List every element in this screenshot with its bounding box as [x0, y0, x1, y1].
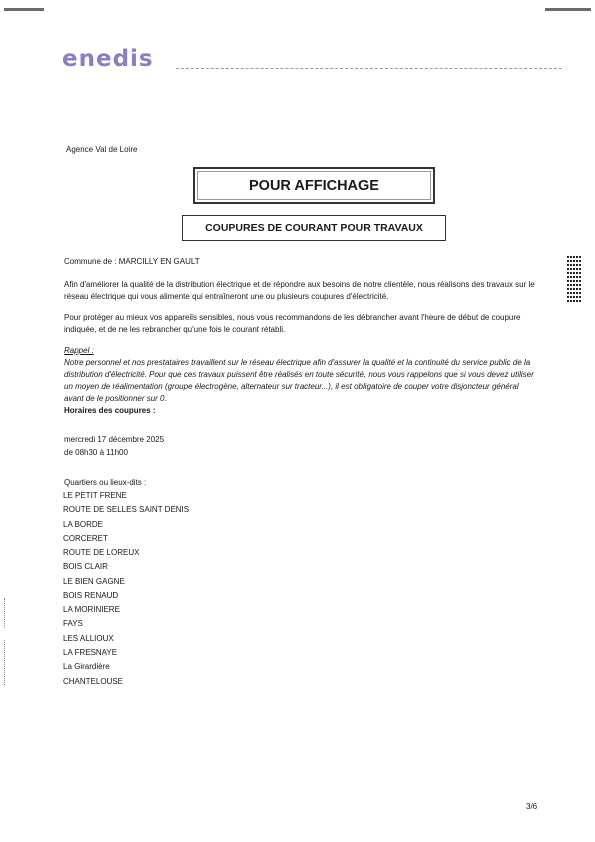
page-number: 3/6: [526, 802, 538, 811]
date-line: mercredi 17 décembre 2025: [64, 435, 165, 444]
rappel-block: [64, 345, 534, 405]
subtitle-box: [182, 215, 446, 241]
title-box: [193, 167, 435, 204]
horaires-title: Horaires des coupures :: [64, 406, 156, 415]
quartier-item: BOIS RENAUD: [63, 591, 119, 600]
agency-name: Agence Val de Loire: [66, 145, 138, 154]
scan-edge-mark-left: [4, 8, 44, 11]
quartier-item: CORCERET: [63, 534, 108, 543]
quartier-item: LE BIEN GAGNE: [63, 577, 125, 586]
margin-scan-marks: [4, 598, 6, 628]
paragraph-protect: Pour protéger au mieux vos appareils sensibles, nous vous recommandons de les débrancher avant l'heure de début de coupure indiquée, et de ne les rebrancher qu'une fois le courant rétabli.: [64, 313, 521, 334]
rappel-title: Rappel :: [64, 346, 94, 355]
scan-edge-mark-right: [545, 8, 591, 11]
quartier-item: LA MORINIERE: [63, 605, 120, 614]
quartier-item: CHANTELOUSE: [63, 677, 124, 686]
quartier-item: BOIS CLAIR: [63, 562, 108, 571]
paragraph-intro: Afin d'améliorer la qualité de la distribution électrique et de répondre aux besoins de notre clientèle, nous réalisons des travaux sur le réseau électrique qui vous alimente qui entraîneront une ou plusieurs coupures d'électricité.: [64, 280, 535, 301]
time-line: de 08h30 à 11h00: [64, 448, 128, 457]
header-rule: [176, 68, 562, 69]
rappel-text: Notre personnel et nos prestataires travaillent sur le réseau électrique afin d'assurer la qualité et la continuité du service public de la distribution d'électricité. Pour que ces travaux puissent être réalisés en toute sécurité, nous vous rappelons que si vous devez utiliser un moyen de réalimentation (groupe électrogène, alternateur sur tracteur...), il est obligatoire de couper votre disjoncteur général avant de le positionner sur 0.: [64, 358, 534, 403]
title-box-inner-border: [197, 171, 431, 200]
quartier-item: LA BORDE: [63, 520, 104, 529]
quartier-item: LE PETIT FRENE: [63, 491, 127, 500]
enedis-logo: enedis: [62, 46, 154, 72]
commune-line: Commune de : MARCILLY EN GAULT: [64, 257, 200, 266]
quartier-item: LA FRESNAYE: [63, 648, 118, 657]
datamatrix-code: [567, 256, 581, 302]
quartiers-title: Quartiers ou lieux-dits :: [64, 478, 147, 487]
title-text: POUR AFFICHAGE: [249, 177, 379, 194]
quartier-item: La Girardière: [63, 662, 110, 671]
quartier-item: LES ALLIOUX: [63, 634, 114, 643]
margin-scan-marks: [4, 640, 6, 685]
quartier-item: FAYS: [63, 619, 83, 628]
quartier-item: ROUTE DE SELLES SAINT DENIS: [63, 505, 190, 514]
subtitle-text: COUPURES DE COURANT POUR TRAVAUX: [205, 222, 423, 234]
quartier-item: ROUTE DE LOREUX: [63, 548, 140, 557]
